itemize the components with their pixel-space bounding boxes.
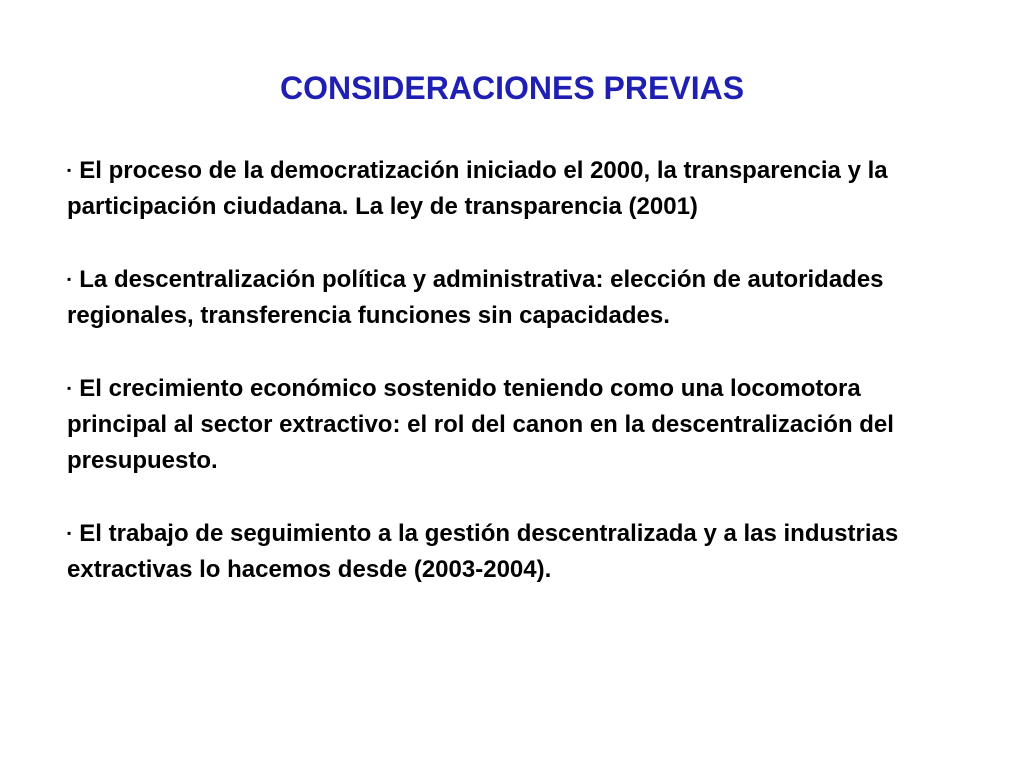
square-bullet-icon: ▪ [67,381,72,395]
square-bullet-icon: ▪ [67,272,72,286]
bullet-text-2: La descentralización política y administrativa: elección de autoridades regionales, transferencia funciones sin capacidades. [67,266,884,329]
bullet-item-4 [67,515,967,588]
square-bullet-icon: ▪ [67,526,72,540]
bullet-text-3: El crecimiento económico sostenido teniendo como una locomotora principal al sector extractivo: el rol del canon en la descentralización del presupuesto. [67,375,894,474]
slide-title: CONSIDERACIONES PREVIAS [279,70,745,106]
bullet-item-3 [67,370,967,479]
bullet-text-1: El proceso de la democratización iniciado el 2000, la transparencia y la participación ciudadana. La ley de transparencia (2001) [67,157,888,220]
bullet-text-4: El trabajo de seguimiento a la gestión descentralizada y a las industrias extractivas lo hacemos desde (2003-2004). [67,520,899,583]
bullet-list [67,152,967,624]
bullet-item-2 [67,261,967,334]
bullet-item-1 [67,152,967,225]
square-bullet-icon: ▪ [67,163,72,177]
